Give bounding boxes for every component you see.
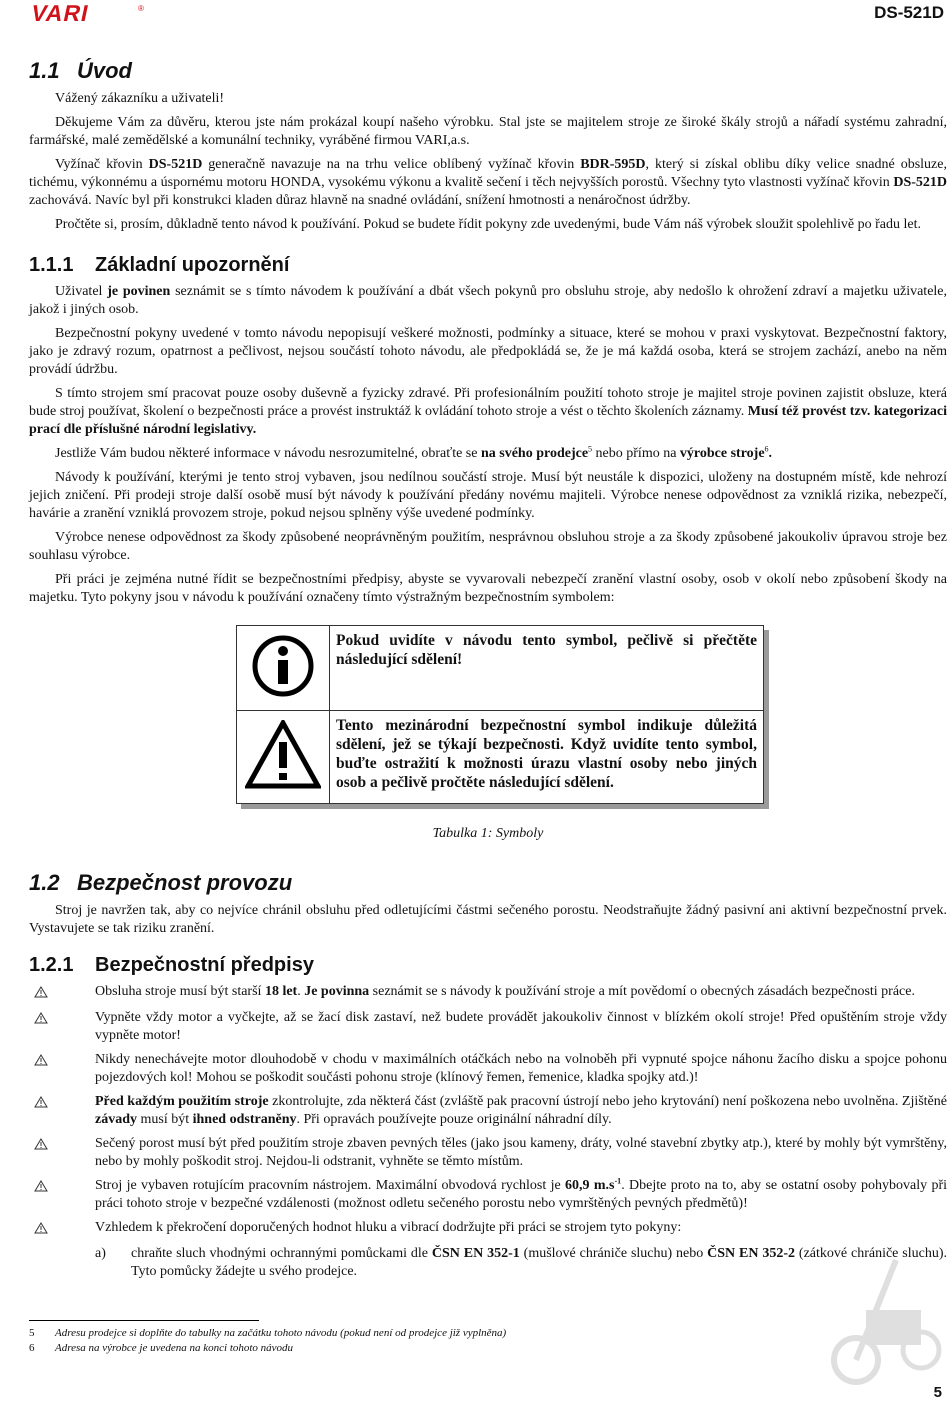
section-title-regulations: 1.2.1 Bezpečnostní předpisy: [29, 954, 314, 976]
basics-paragraph-3: S tímto strojem smí pracovat pouze osoby duševně a fyzicky zdravé. Při profesionálním použití tohoto stroje je majitel stroje povinen zajistit obsluze, která bude stroj používat, školení o bezpečnosti práce a provést instruktáž k ovládání tohoto stroje a vést o těchto školeních záznamy. Musí též provést tzv. kategorizaci prací dle příslušné národní legislativy.: [29, 386, 948, 437]
warning-icon: [29, 1219, 62, 1239]
warning-icon: [29, 1051, 62, 1071]
footnote: 6 Adresa na výrobce je uvedena na konci tohoto návodu: [29, 1342, 294, 1354]
section-title-basics: 1.1.1 Základní upozornění: [29, 254, 290, 276]
section-title-operation: 1.2 Bezpečnost provozu: [29, 870, 293, 895]
footnote: 5 Adresu prodejce si doplňte do tabulky na začátku tohoto návodu (pokud není od prodejce již vyplněna): [29, 1327, 507, 1339]
page-header: [0, 0, 950, 30]
greeting: Vážený zákazníku a uživateli!: [55, 91, 225, 106]
warning-icon: [29, 983, 62, 1003]
section-title-intro: 1.1 Úvod: [29, 58, 132, 83]
basics-paragraph-6: Výrobce nenese odpovědnost za škody způsobené neoprávněným použitím, nesprávnou obsluhou stroje a za škody způsobené jakoukoliv úpravou stroje bez souhlasu výrobce.: [29, 530, 947, 563]
symbol-info-text: Pokud uvidíte v návodu tento symbol, pečlivě si přečtěte následující sdělení!: [330, 626, 764, 711]
basics-paragraph-2: Bezpečnostní pokyny uvedené v tomto návodu nepopisují veškeré možnosti, podmínky a situace, které se mohou v praxi vyskytovat. Bezpečnostní faktory, jako je zdravý rozum, opatrnost a pečlivost, nejsou součástí tohoto návodu, ale předpokládá se, že je má každá osoba, která se strojem zachází, anebo na něm provádí údržbu.: [29, 326, 947, 377]
warning-icon: [237, 711, 330, 804]
basics-paragraph-7: Při práci je zejména nutné řídit se bezpečnostními předpisy, abyste se vyvarovali nebezpečí zranění vlastní osoby, osob v okolí nebo způsobení škody na majetku. Tyto pokyny jsou v návodu k používání označeny tímto výstražným bezpečnostním symbolem:: [29, 572, 947, 605]
regulation-item: Obsluha stroje musí být starší 18 let. Je povinna seznámit se s návody k používání stroje a mít povědomí o obecných zásadách bezpečnosti práce.: [29, 983, 947, 1003]
footnotes: [29, 1326, 829, 1356]
warning-icon: [29, 1093, 62, 1113]
regulation-subitem-a: a) chraňte sluch vhodnými ochrannými pomůckami dle ČSN EN 352-1 (mušlové chrániče sluchu) nebo ČSN EN 352-2 (zátkové chrániče sluchu). Tyto pomůcky žádejte u svého prodejce.: [95, 1246, 947, 1279]
basics-paragraph-4: Jestliže Vám budou některé informace v návodu nesrozumitelné, obraťte se na svého prodejce$^5$ nebo přímo na výrobce stroje$^6$.: [55, 444, 773, 461]
regulation-item: Vzhledem k překročení doporučených hodnot hluku a vibrací dodržujte při práci se strojem tyto pokyny:: [29, 1219, 947, 1239]
regulation-item: Nikdy nenechávejte motor dlouhodobě v chodu v maximálních otáčkách nebo na volnoběh při vypnuté spojce náhonu žacího disku a spojce pohonu pojezdových kol! Mohou se poškodit součásti pohonu stroje (klínový řemen, řemenice, kladka spojky atd.)!: [29, 1051, 947, 1087]
symbol-warning-text: Tento mezinárodní bezpečnostní symbol indikuje důležitá sdělení, jež se týkají bezpečnosti. Když uvidíte tento symbol, buďte ostražití k možnosti úrazu vlastní osoby nebo jiných osob a pečlivě pročtěte následující sdělení.: [330, 711, 764, 804]
warning-icon: [29, 1177, 62, 1197]
intro-paragraph-3: Pročtěte si, prosím, důkladně tento návod k používání. Pokud se budete řídit pokyny zde uvedenými, bude Vám náš výrobek sloužit spolehlivě po řadu let.: [55, 217, 922, 232]
basics-paragraph-1: Uživatel je povinen seznámit se s tímto návodem k používání a dbát všech pokynů pro obsluhu stroje, aby nedošlo k ohrožení zdraví a majetku uživatele, jakož i jiných osob.: [29, 284, 948, 317]
intro-paragraph-2: Vyžínač křovin DS-521D generačně navazuje na na trhu velice oblíbený vyžínač křovin BDR-595D, který si získal oblibu díky velice snadné obsluze, tichému, výkonnému a úspornému motoru HONDA, vysokému výkonu a kvalitě sečení i těch nejvyšších porostů. Všechny tyto vlastnosti vyžínač křovin DS-521D zachovává. Navíc byl při konstrukci kladen důraz hlavně na snadné ovládání, snížení hmotnosti a nenáročnost údržby.: [29, 157, 947, 208]
regulation-item: Sečený porost musí být před použitím stroje zbaven pevných těles (jako jsou kameny, dráty, volné stavební zbytky atp.), které by mohly být vymrštěny, nebo by mohly poškodit stroj. Nejdou-li odstranit, vyhněte se těmto místům.: [29, 1135, 947, 1171]
logo-text: VARI: [28, 2, 92, 24]
page-number: 5: [933, 1384, 942, 1401]
page-content: [29, 58, 947, 1281]
footnote-separator: [29, 1320, 259, 1321]
warning-icon: [29, 1009, 62, 1029]
vari-logo: [28, 2, 148, 29]
regulation-item: Před každým použitím stroje zkontrolujte, zda některá část (zvláště pak pracovní ústrojí nebo jeho krytování) není poškozena nebo uvolněna. Zjištěné závady musí být ihned odstraněny. Při opravách používejte pouze originální náhradní díly.: [29, 1093, 947, 1129]
info-icon: [237, 626, 330, 711]
regulation-item: Vypněte vždy motor a vyčkejte, až se žací disk zastaví, než budete provádět jakoukoliv činnost v blízkém okolí stroje! Před opuštěním stroje vždy vypněte motor!: [29, 1009, 947, 1045]
regulation-item: Stroj je vybaven rotujícím pracovním nástrojem. Maximální obvodová rychlost je 60,9 $m.s^{-1}$. Dbejte proto na to, aby se ostatní osoby pohybovaly při práci tohoto stroje v bezpečné vzdálenosti (možnost odletu sečeného porostu nebo vymrštěných pevných předmětů)!: [29, 1177, 947, 1213]
model-name: DS-521D: [874, 3, 944, 22]
mower-watermark: [826, 1240, 946, 1395]
table-caption: Tabulka 1: Symboly: [432, 826, 544, 841]
symbols-table: [236, 625, 764, 804]
warning-icon: [29, 1135, 62, 1155]
operation-paragraph: Stroj je navržen tak, aby co nejvíce chránil obsluhu před odletujícími částmi sečeného porostu. Neodstraňujte žádný pasivní ani aktivní bezpečnostní prvek. Vystavujete se tak riziku zranění.: [29, 903, 947, 936]
subitem-label: a): [95, 1246, 106, 1261]
svg-text:®: ®: [138, 4, 144, 13]
basics-paragraph-5: Návody k používání, kterými je tento stroj vybaven, jsou nedílnou součástí stroje. Musí být neustále k dispozici, uloženy na dostupném místě, kde nehrozí jejich zničení. Při prodeji stroje další osobě musí být návody k používání předány novému majiteli. Výrobce nenese odpovědnost za vzniklá rizika, nebezpečí, havárie a zranění vzniklá provozem stroje, pokud nejsou splněny výše uvedené podmínky.: [29, 470, 947, 521]
intro-thanks: Děkujeme Vám za důvěru, kterou jste nám prokázal koupí našeho výrobku. Stal jste se majitelem stroje ze široké škály strojů a nářadí systému zahradní, farmářské, malé zemědělské a komunální techniky, vyráběné firmou VARI,a.s.: [29, 115, 947, 148]
